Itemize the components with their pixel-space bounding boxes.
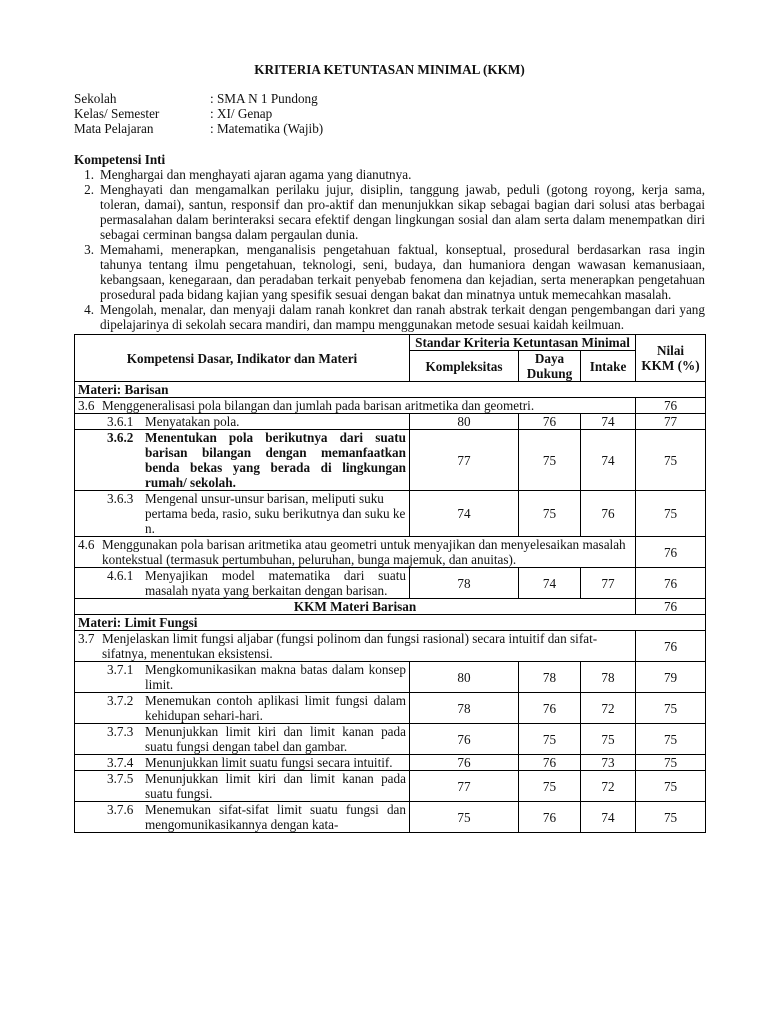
cell-kompleksitas: 77 — [410, 430, 519, 491]
header-daya-dukung: Daya Dukung — [519, 351, 581, 382]
cell-nilai: 75 — [636, 771, 706, 802]
indicator-row — [75, 755, 706, 771]
cell-daya-dukung: 76 — [519, 755, 581, 771]
cell-kompleksitas: 77 — [410, 771, 519, 802]
meta-key: Kelas/ Semester — [74, 106, 160, 121]
cell-kompleksitas: 76 — [410, 724, 519, 755]
ki-item — [74, 302, 705, 332]
indicator-row — [75, 771, 706, 802]
meta-key: Sekolah — [74, 91, 117, 106]
kd-code: 3.6 — [78, 398, 95, 413]
cell-intake: 74 — [581, 414, 636, 430]
indicator-code: 4.6.1 — [107, 568, 134, 583]
indicator-text: Menunjukkan limit suatu fungsi secara intuitif. — [145, 755, 393, 770]
ki-number: 3. — [84, 242, 94, 257]
cell-kompleksitas: 75 — [410, 802, 519, 833]
kkm-barisan-label: KKM Materi Barisan — [75, 599, 636, 615]
header-kompleksitas: Kompleksitas — [410, 351, 519, 382]
indicator-text: Menunjukkan limit kiri dan limit kanan pada suatu fungsi. — [145, 771, 406, 801]
indicator-code: 3.7.4 — [107, 755, 134, 770]
cell-daya-dukung: 78 — [519, 662, 581, 693]
indicator-row — [75, 662, 706, 693]
kd-row — [75, 537, 706, 568]
cell-nilai: 77 — [636, 414, 706, 430]
cell-nilai: 75 — [636, 724, 706, 755]
kd-nilai: 76 — [636, 631, 706, 662]
cell-daya-dukung: 76 — [519, 693, 581, 724]
cell-intake: 74 — [581, 802, 636, 833]
meta-row-kelas — [74, 106, 705, 121]
ki-text: Memahami, menerapkan, menganalisis pengetahuan faktual, konseptual, prosedural berdasarkan rasa ingin tahunya tentang ilmu pengetahuan, teknologi, seni, budaya, dan humaniora dengan wawasan kemanusiaan, kebangsaan, kenegaraan, dan peradaban terkait penyebab fenomena dan kejadian, serta menerapkan pengetahuan prosedural pada bidang kajian yang spesifik sesuai dengan bakat dan minatnya untuk memecahkan masalah. — [100, 242, 705, 302]
cell-kompleksitas: 78 — [410, 693, 519, 724]
indicator-text: Mengkomunikasikan makna batas dalam konsep limit. — [145, 662, 406, 692]
indicator-row — [75, 724, 706, 755]
ki-item — [74, 182, 705, 242]
indicator-text: Menyatakan pola. — [145, 414, 240, 429]
cell-intake: 72 — [581, 693, 636, 724]
indicator-row — [75, 568, 706, 599]
cell-kompleksitas: 76 — [410, 755, 519, 771]
indicator-text: Menentukan pola berikutnya dari suatu barisan bilangan dengan memanfaatkan benda bekas yang berada di lingkungan rumah/ sekolah. — [145, 430, 406, 490]
kd-row — [75, 398, 706, 414]
ki-text: Menghargai dan menghayati ajaran agama yang dianutnya. — [100, 167, 412, 182]
ki-title: Kompetensi Inti — [74, 152, 166, 167]
kd-code: 4.6 — [78, 537, 95, 552]
table-header-row — [75, 335, 706, 351]
kkm-table — [74, 334, 706, 833]
cell-intake: 78 — [581, 662, 636, 693]
ki-number: 4. — [84, 302, 94, 317]
meta-row-mapel — [74, 121, 705, 136]
cell-intake: 72 — [581, 771, 636, 802]
kd-text: Menggeneralisasi pola bilangan dan jumlah pada barisan aritmetika dan geometri. — [102, 398, 535, 413]
kd-text: Menjelaskan limit fungsi aljabar (fungsi polinom dan fungsi rasional) secara intuitif dan sifat-sifatnya, menentukan eksistensi. — [102, 631, 598, 661]
meta-block — [74, 91, 705, 136]
kkm-barisan-nilai: 76 — [636, 599, 706, 615]
cell-kompleksitas: 80 — [410, 662, 519, 693]
kd-row — [75, 631, 706, 662]
indicator-row — [75, 491, 706, 537]
cell-nilai: 75 — [636, 491, 706, 537]
header-intake: Intake — [581, 351, 636, 382]
indicator-code: 3.7.1 — [107, 662, 134, 677]
cell-kompleksitas: 80 — [410, 414, 519, 430]
ki-text: Mengolah, menalar, dan menyaji dalam ranah konkret dan ranah abstrak terkait dengan pengembangan dari yang dipelajarinya di sekolah secara mandiri, dan mampu menggunakan metode sesuai kaidah keilmuan. — [100, 302, 705, 332]
ki-number: 2. — [84, 182, 94, 197]
indicator-row — [75, 430, 706, 491]
kd-nilai: 76 — [636, 398, 706, 414]
indicator-row — [75, 693, 706, 724]
ki-list — [74, 167, 705, 332]
materi-row — [75, 382, 706, 398]
document-title: KRITERIA KETUNTASAN MINIMAL (KKM) — [254, 62, 525, 77]
materi-limit: Materi: Limit Fungsi — [75, 615, 706, 631]
header-standar: Standar Kriteria Ketuntasan Minimal — [410, 335, 636, 351]
cell-kompleksitas: 78 — [410, 568, 519, 599]
kd-text: Menggunakan pola barisan aritmetika atau geometri untuk menyajikan dan menyelesaikan masalah kontekstual (termasuk pertumbuhan, peluruhan, bunga majemuk, dan anuitas). — [102, 537, 626, 567]
indicator-code: 3.6.3 — [107, 491, 134, 506]
cell-daya-dukung: 74 — [519, 568, 581, 599]
cell-daya-dukung: 76 — [519, 414, 581, 430]
cell-daya-dukung: 75 — [519, 724, 581, 755]
cell-daya-dukung: 75 — [519, 430, 581, 491]
materi-barisan: Materi: Barisan — [75, 382, 706, 398]
header-nilai: Nilai KKM (%) — [636, 335, 706, 382]
cell-intake: 76 — [581, 491, 636, 537]
kd-nilai: 76 — [636, 537, 706, 568]
meta-value: : SMA N 1 Pundong — [210, 91, 318, 106]
indicator-text: Menyajikan model matematika dari suatu masalah nyata yang berkaitan dengan barisan. — [145, 568, 406, 598]
indicator-row — [75, 414, 706, 430]
indicator-text: Menemukan contoh aplikasi limit fungsi dalam kehidupan sehari-hari. — [145, 693, 406, 723]
indicator-code: 3.6.2 — [107, 430, 134, 445]
ki-item — [74, 167, 705, 182]
meta-row-sekolah — [74, 91, 705, 106]
cell-daya-dukung: 75 — [519, 771, 581, 802]
kd-code: 3.7 — [78, 631, 95, 646]
cell-intake: 75 — [581, 724, 636, 755]
cell-nilai: 79 — [636, 662, 706, 693]
indicator-code: 3.6.1 — [107, 414, 134, 429]
header-kd: Kompetensi Dasar, Indikator dan Materi — [75, 335, 410, 382]
indicator-code: 3.7.6 — [107, 802, 134, 817]
meta-value: : XI/ Genap — [210, 106, 273, 121]
document-page — [74, 62, 705, 833]
indicator-code: 3.7.3 — [107, 724, 134, 739]
cell-daya-dukung: 75 — [519, 491, 581, 537]
indicator-text: Mengenal unsur-unsur barisan, meliputi suku pertama beda, rasio, suku berikutnya dan suku ke n. — [145, 491, 406, 536]
cell-intake: 77 — [581, 568, 636, 599]
cell-nilai: 75 — [636, 802, 706, 833]
cell-nilai: 76 — [636, 568, 706, 599]
ki-item — [74, 242, 705, 302]
indicator-code: 3.7.2 — [107, 693, 134, 708]
meta-key: Mata Pelajaran — [74, 121, 154, 136]
cell-nilai: 75 — [636, 693, 706, 724]
ki-text: Menghayati dan mengamalkan perilaku jujur, disiplin, tanggung jawab, peduli (gotong royong, kerja sama, toleran, damai), santun, responsif dan pro-aktif dan menunjukkan sikap sebagai bagian dari solusi atas berbagai permasalahan dalam berinteraksi secara efektif dengan lingkungan sosial dan alam serta dalam menempatkan diri sebagai cerminan bangsa dalam pergaulan dunia. — [100, 182, 705, 242]
cell-kompleksitas: 74 — [410, 491, 519, 537]
indicator-text: Menunjukkan limit kiri dan limit kanan pada suatu fungsi dengan tabel dan gambar. — [145, 724, 406, 754]
indicator-code: 3.7.5 — [107, 771, 134, 786]
cell-intake: 73 — [581, 755, 636, 771]
indicator-row — [75, 802, 706, 833]
ki-number: 1. — [84, 167, 94, 182]
cell-intake: 74 — [581, 430, 636, 491]
cell-daya-dukung: 76 — [519, 802, 581, 833]
cell-nilai: 75 — [636, 430, 706, 491]
meta-value: : Matematika (Wajib) — [210, 121, 324, 136]
materi-row — [75, 615, 706, 631]
cell-nilai: 75 — [636, 755, 706, 771]
indicator-text: Menemukan sifat-sifat limit suatu fungsi dan mengomunikasikannya dengan kata- — [145, 802, 406, 832]
kkm-summary-row — [75, 599, 706, 615]
